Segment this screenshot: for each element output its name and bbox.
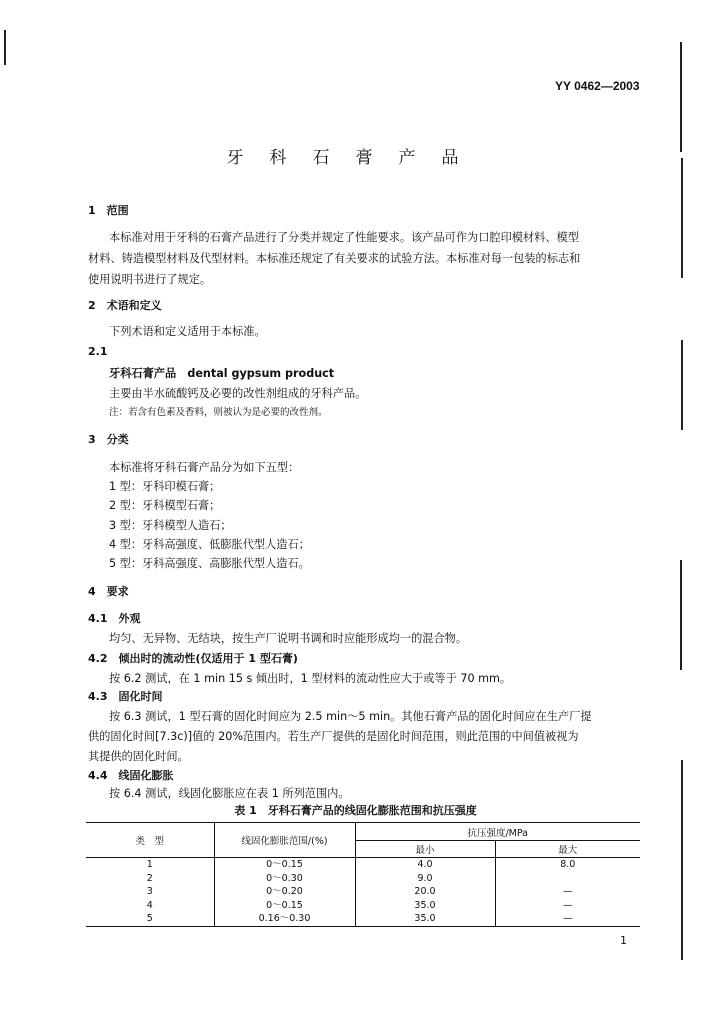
section-1-text: 本标准对用于牙科的石膏产品进行了分类并规定了性能要求。该产品可作为口腔印模材料、模型 — [109, 231, 579, 244]
clause-2-1-number: 2.1 — [88, 345, 108, 358]
clause-4-4-text: 按 6.4 测试，线固化膨胀应在表 1 所列范围内。 — [109, 787, 350, 800]
type-list-item: 4 型：牙科高强度、低膨胀代型人造石； — [109, 538, 310, 551]
section-3-heading: 3 分类 — [88, 433, 129, 446]
clause-4-1-text: 均匀、无异物、无结块，按生产厂说明书调和时应能形成均一的混合物。 — [109, 632, 468, 645]
type-list-item: 3 型：牙科模型人造石； — [109, 519, 232, 532]
table-cell-expansion: 0～0.15 — [214, 858, 355, 872]
section-1-heading: 1 范围 — [88, 204, 129, 217]
table-row — [86, 885, 640, 899]
term-entry: 牙科石膏产品 dental gypsum product — [109, 367, 335, 380]
table-cell-max: — — [563, 913, 573, 925]
clause-4-2-text: 按 6.2 测试，在 1 min 15 s 倾出时，1 型材料的流动性应大于或等于 70 mm。 — [109, 672, 512, 685]
table-cell-min: 4.0 — [355, 858, 495, 872]
scan-edge-line-right — [680, 42, 682, 152]
table-cell-expansion: 0～0.30 — [214, 872, 355, 886]
table-cell-max: 8.0 — [560, 859, 576, 870]
scan-edge-line-right — [681, 340, 683, 430]
table-cell-min: 9.0 — [355, 872, 495, 886]
table-row — [86, 899, 640, 913]
table-cell-expansion: 0.16～0.30 — [214, 912, 355, 926]
table-caption: 表 1 牙科石膏产品的线固化膨胀范围和抗压强度 — [234, 804, 477, 817]
table-cell-type: 2 — [86, 872, 214, 886]
table-header-strength: 抗压强度/MPa — [355, 823, 640, 841]
table-header-min: 最小 — [355, 841, 495, 858]
clause-4-3-text: 供的固化时间[7.3c)]值的 20%范围内。若生产厂提供的是固化时间范围，则此范围的中间值被视为 — [88, 730, 579, 743]
scan-edge-line-right — [681, 760, 683, 960]
term-definition: 主要由半水硫酸钙及必要的改性剂组成的牙科产品。 — [109, 387, 367, 400]
table-cell-type: 3 — [86, 885, 214, 899]
scan-edge-line-right — [680, 560, 682, 670]
table-cell-min: 35.0 — [355, 912, 495, 926]
table-row — [86, 912, 640, 926]
table-cell-max — [495, 872, 640, 886]
table-cell-min: 35.0 — [355, 899, 495, 913]
table-header-type: 类 型 — [86, 823, 214, 858]
table-row — [86, 858, 640, 872]
clause-4-1-heading: 4.1 外观 — [88, 612, 141, 625]
section-1-text: 材料、铸造模型材料及代型材料。本标准还规定了有关要求的试验方法。本标准对每一包装的标志和 — [88, 252, 581, 265]
table-cell-type: 4 — [86, 899, 214, 913]
table-header-max: 最大 — [495, 841, 640, 858]
section-4-heading: 4 要求 — [88, 585, 129, 598]
clause-4-2-heading: 4.2 倾出时的流动性(仅适用于 1 型石膏) — [88, 652, 298, 665]
table-cell-expansion: 0～0.20 — [214, 885, 355, 899]
section-2-text: 下列术语和定义适用于本标准。 — [109, 325, 266, 338]
table-cell-min: 20.0 — [355, 885, 495, 899]
section-1-text: 使用说明书进行了规定。 — [88, 273, 212, 286]
type-list-item: 5 型：牙科高强度、高膨胀代型人造石。 — [109, 557, 310, 570]
page-number: 1 — [620, 934, 627, 947]
clause-4-3-text: 其提供的固化时间。 — [88, 750, 189, 763]
data-table — [86, 822, 640, 927]
type-list-item: 1 型：牙科印模石膏； — [109, 480, 221, 493]
table-cell-max: — — [563, 886, 573, 898]
table-cell-max: — — [563, 899, 573, 911]
table-header-expansion: 线固化膨胀范围/(%) — [214, 823, 355, 858]
clause-4-3-heading: 4.3 固化时间 — [88, 690, 163, 703]
type-list-item: 2 型：牙科模型石膏； — [109, 499, 221, 512]
clause-4-3-text: 按 6.3 测试，1 型石膏的固化时间应为 2.5 min～5 min。其他石膏产品的固化时间应在生产厂提 — [109, 710, 592, 723]
section-2-heading: 2 术语和定义 — [88, 299, 162, 312]
term-note: 注：若含有色素及香料，则被认为是必要的改性剂。 — [109, 407, 328, 418]
table-cell-type: 5 — [86, 912, 214, 926]
table-cell-type: 1 — [86, 858, 214, 872]
document-title: 牙科石膏产品 — [226, 148, 485, 168]
section-3-intro: 本标准将牙科石膏产品分为如下五型： — [109, 461, 300, 474]
standard-code: YY 0462—2003 — [555, 79, 640, 93]
table-cell-expansion: 0～0.15 — [214, 899, 355, 913]
scan-edge-line-right — [681, 158, 683, 278]
table-row — [86, 872, 640, 886]
clause-4-4-heading: 4.4 线固化膨胀 — [88, 769, 174, 782]
scan-edge-line-left — [4, 30, 6, 65]
